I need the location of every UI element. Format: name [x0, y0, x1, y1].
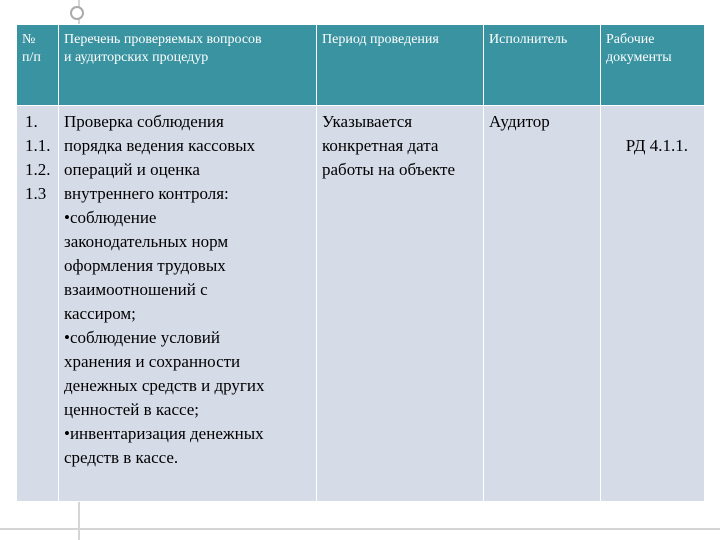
- table-header-row: [17, 25, 705, 106]
- cell-documents: [601, 106, 705, 502]
- question-line: кассиром;: [64, 304, 136, 323]
- header-line: №: [22, 32, 36, 47]
- header-line: Исполнитель: [489, 32, 568, 47]
- decorative-horizontal-line: [0, 528, 720, 530]
- header-line: Рабочие: [606, 32, 655, 47]
- decorative-ring: [70, 6, 84, 20]
- cell-executor: [484, 106, 601, 502]
- cell-questions: [59, 106, 317, 502]
- header-line: и аудиторских процедур: [64, 50, 209, 65]
- table-row: [17, 106, 705, 502]
- header-line: Перечень проверяемых вопросов: [64, 32, 262, 47]
- question-line: законодательных норм: [64, 232, 229, 251]
- header-number: [17, 25, 59, 106]
- period-line: конкретная дата: [322, 136, 439, 155]
- question-line: денежных средств и других: [64, 376, 265, 395]
- header-questions: [59, 25, 317, 106]
- cell-numbers: [17, 106, 59, 502]
- item-number: 1.2.: [25, 160, 51, 179]
- question-line: ценностей в кассе;: [64, 400, 200, 419]
- question-line: хранения и сохранности: [64, 352, 241, 371]
- header-period: [317, 25, 484, 106]
- audit-plan-table: [16, 24, 705, 502]
- question-line: порядка ведения кассовых: [64, 136, 256, 155]
- question-line: взаимоотношений с: [64, 280, 208, 299]
- item-number: 1.: [25, 112, 38, 131]
- question-line: операций и оценка: [64, 160, 200, 179]
- header-line: Период проведения: [322, 32, 439, 47]
- header-line: документы: [606, 50, 672, 65]
- item-number: 1.1.: [25, 136, 51, 155]
- question-line: Проверка соблюдения: [64, 112, 224, 131]
- question-line: •соблюдение: [64, 208, 157, 227]
- question-line: •соблюдение условий: [64, 328, 220, 347]
- period-line: работы на объекте: [322, 160, 456, 179]
- cell-period: [317, 106, 484, 502]
- question-line: средств в кассе.: [64, 448, 179, 467]
- header-documents: [601, 25, 705, 106]
- header-executor: [484, 25, 601, 106]
- executor-line: Аудитор: [489, 112, 550, 131]
- question-line: •инвентаризация денежных: [64, 424, 264, 443]
- period-line: Указывается: [322, 112, 413, 131]
- item-number: 1.3: [25, 184, 47, 203]
- header-line: п/п: [22, 50, 41, 65]
- documents-line: РД 4.1.1.: [625, 136, 688, 155]
- question-line: внутреннего контроля:: [64, 184, 229, 203]
- question-line: оформления трудовых: [64, 256, 226, 275]
